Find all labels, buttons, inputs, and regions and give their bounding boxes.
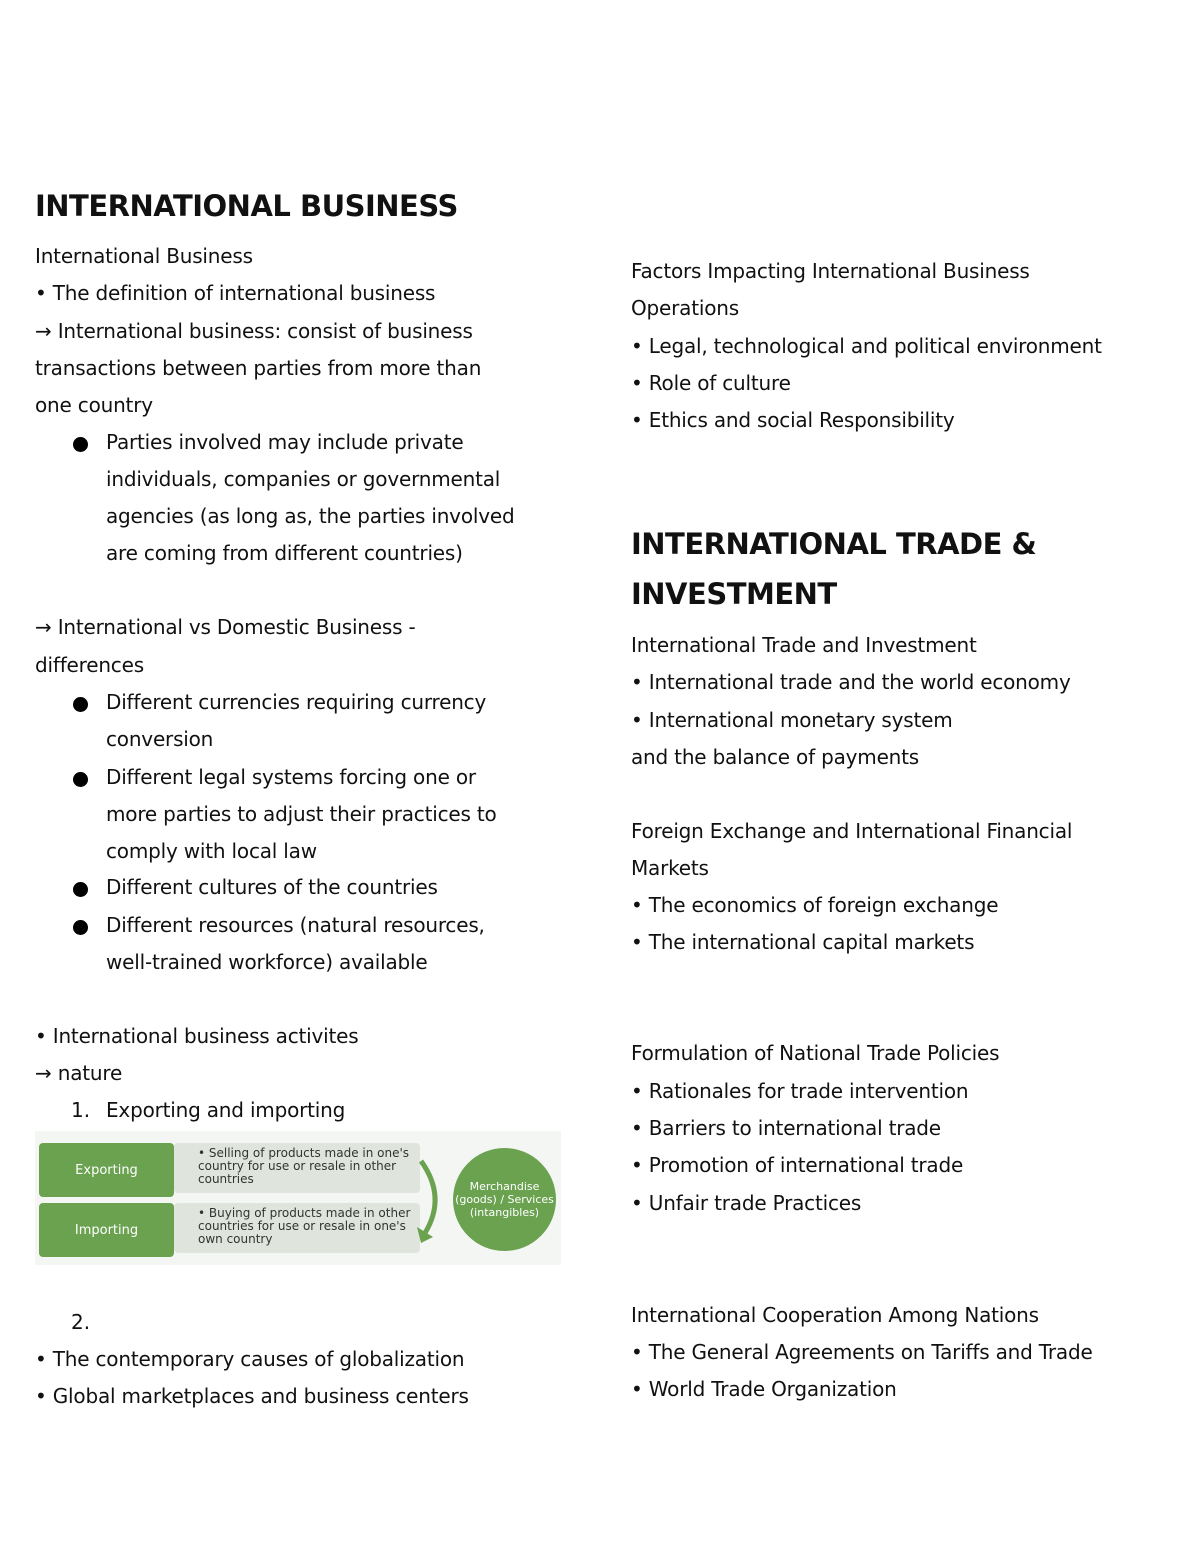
bullet-text: Parties involved may include private [106,430,464,454]
curved-arrow-icon [417,1157,453,1243]
text-line: • Promotion of international trade [631,1153,964,1177]
text-line: • The definition of international business [35,281,436,305]
bullet-text: agencies (as long as, the parties involved [106,504,515,528]
text-line: • The General Agreements on Tariffs and Trade [631,1340,1093,1364]
text-line: • The contemporary causes of globalization [35,1347,465,1371]
importing-box: Importing [39,1203,174,1257]
bullet-dot [73,772,88,787]
subheading: International Cooperation Among Nations [631,1303,1039,1327]
text-line: • World Trade Organization [631,1377,897,1401]
text-line: • Legal, technological and political environment [631,334,1102,358]
subheading: Formulation of National Trade Policies [631,1041,1000,1065]
section-heading-trade-investment: INTERNATIONAL TRADE & [631,527,1037,561]
subheading: International Business [35,244,253,268]
text-line: → International business: consist of business [35,319,473,343]
bullet-text: Different currencies requiring currency [106,690,487,714]
bullet-dot [73,920,88,935]
bullet-dot [73,697,88,712]
subheading: Factors Impacting International Business [631,259,1030,283]
exporting-description: • Selling of products made in one's country for use or resale in other countries [174,1143,420,1193]
text-line: one country [35,393,153,417]
text-line: • Barriers to international trade [631,1116,941,1140]
text-line: • International business activites [35,1024,359,1048]
text-line: • Global marketplaces and business centers [35,1384,469,1408]
section-heading-trade-investment-line2: INVESTMENT [631,577,837,611]
bullet-dot [73,882,88,897]
list-item-text: Exporting and importing [106,1098,346,1122]
bullet-text: well-trained workforce) available [106,950,428,974]
bullet-dot [73,437,88,452]
text-line: • Unfair trade Practices [631,1191,862,1215]
text-line: • Role of culture [631,371,791,395]
text-line: transactions between parties from more than [35,356,482,380]
bullet-text: Different legal systems forcing one or [106,765,476,789]
text-line: • Rationales for trade intervention [631,1079,969,1103]
merchandise-circle: Merchandise (goods) / Services (intangibles) [453,1148,556,1251]
subheading: International Trade and Investment [631,633,977,657]
list-number: 2. [71,1310,91,1334]
text-line: • The economics of foreign exchange [631,893,999,917]
text-line: → International vs Domestic Business - [35,615,416,639]
export-import-diagram [35,1131,561,1265]
bullet-text: Different cultures of the countries [106,875,438,899]
text-line: • The international capital markets [631,930,975,954]
bullet-text: are coming from different countries) [106,541,463,565]
text-line: • International trade and the world economy [631,670,1071,694]
importing-description: • Buying of products made in other countries for use or resale in one's own country [174,1203,420,1253]
bullet-text: comply with local law [106,839,317,863]
subheading: Markets [631,856,709,880]
text-line: differences [35,653,144,677]
subheading: Foreign Exchange and International Financial [631,819,1073,843]
bullet-text: individuals, companies or governmental [106,467,501,491]
text-line: • International monetary system [631,708,953,732]
text-line: → nature [35,1061,123,1085]
text-line: • Ethics and social Responsibility [631,408,955,432]
text-line: and the balance of payments [631,745,920,769]
exporting-box: Exporting [39,1143,174,1197]
subheading: Operations [631,296,739,320]
list-number: 1. [71,1098,91,1122]
bullet-text: conversion [106,727,214,751]
bullet-text: more parties to adjust their practices to [106,802,497,826]
bullet-text: Different resources (natural resources, [106,913,485,937]
section-heading-international-business: INTERNATIONAL BUSINESS [35,189,458,223]
